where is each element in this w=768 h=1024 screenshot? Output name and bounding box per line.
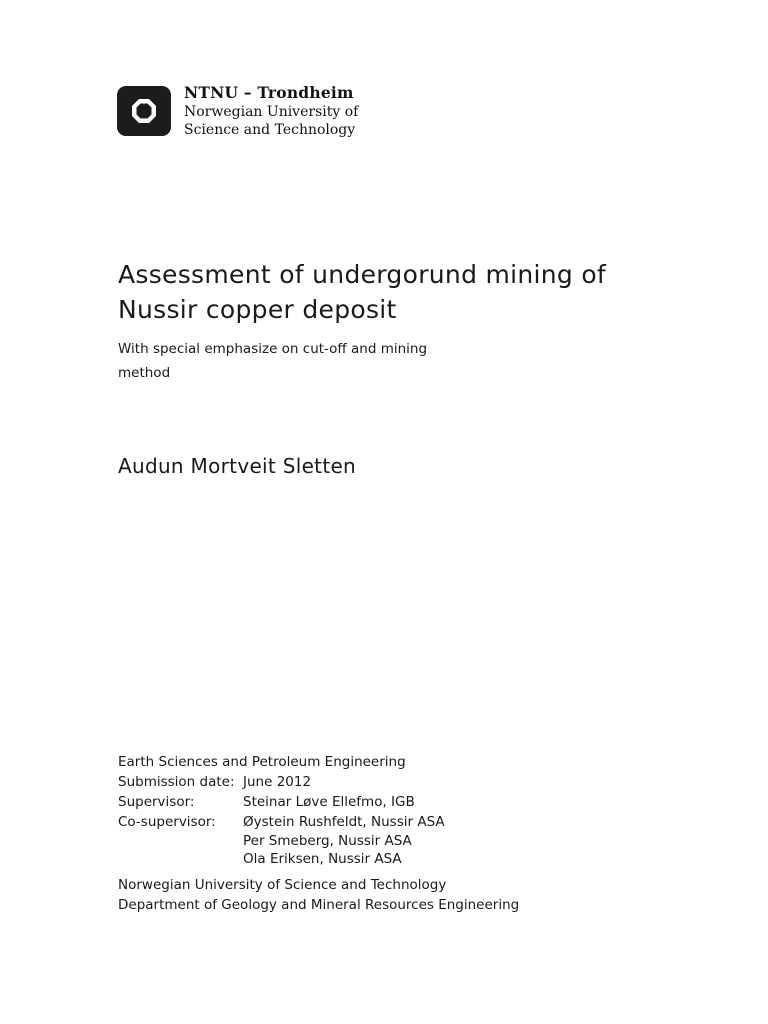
cosupervisor-value-3: Ola Eriksen, Nussir ASA — [243, 851, 402, 867]
cosupervisor-value-1: Øystein Rushfeldt, Nussir ASA — [243, 814, 445, 830]
wordmark-line-3: Science and Technology — [184, 122, 356, 138]
university-name: Norwegian University of Science and Technology — [118, 877, 447, 893]
cosupervisor-value-2: Per Smeberg, Nussir ASA — [243, 833, 412, 849]
submission-value: June 2012 — [243, 774, 312, 790]
thesis-title: Assessment of undergorund mining of Nussir copper deposit — [118, 260, 607, 324]
ntnu-logo-icon — [117, 86, 171, 136]
study-program — [118, 752, 406, 772]
author-name: Audun Mortveit Sletten — [118, 454, 357, 478]
ntnu-wordmark — [184, 83, 358, 139]
study-program-text: Earth Sciences and Petroleum Engineering — [118, 754, 406, 770]
supervisor-label: Supervisor: — [118, 794, 195, 810]
cosupervisor-label: Co-supervisor: — [118, 814, 216, 830]
institution-block — [118, 875, 519, 915]
supervisor-value: Steinar Løve Ellefmo, IGB — [243, 794, 415, 810]
wordmark-line-1: NTNU – Trondheim — [184, 83, 354, 102]
submission-label: Submission date: — [118, 774, 235, 790]
thesis-subtitle: With special emphasize on cut-off and mining method — [118, 341, 428, 381]
department-name: Department of Geology and Mineral Resources Engineering — [118, 897, 520, 913]
wordmark-line-2: Norwegian University of — [184, 104, 359, 120]
